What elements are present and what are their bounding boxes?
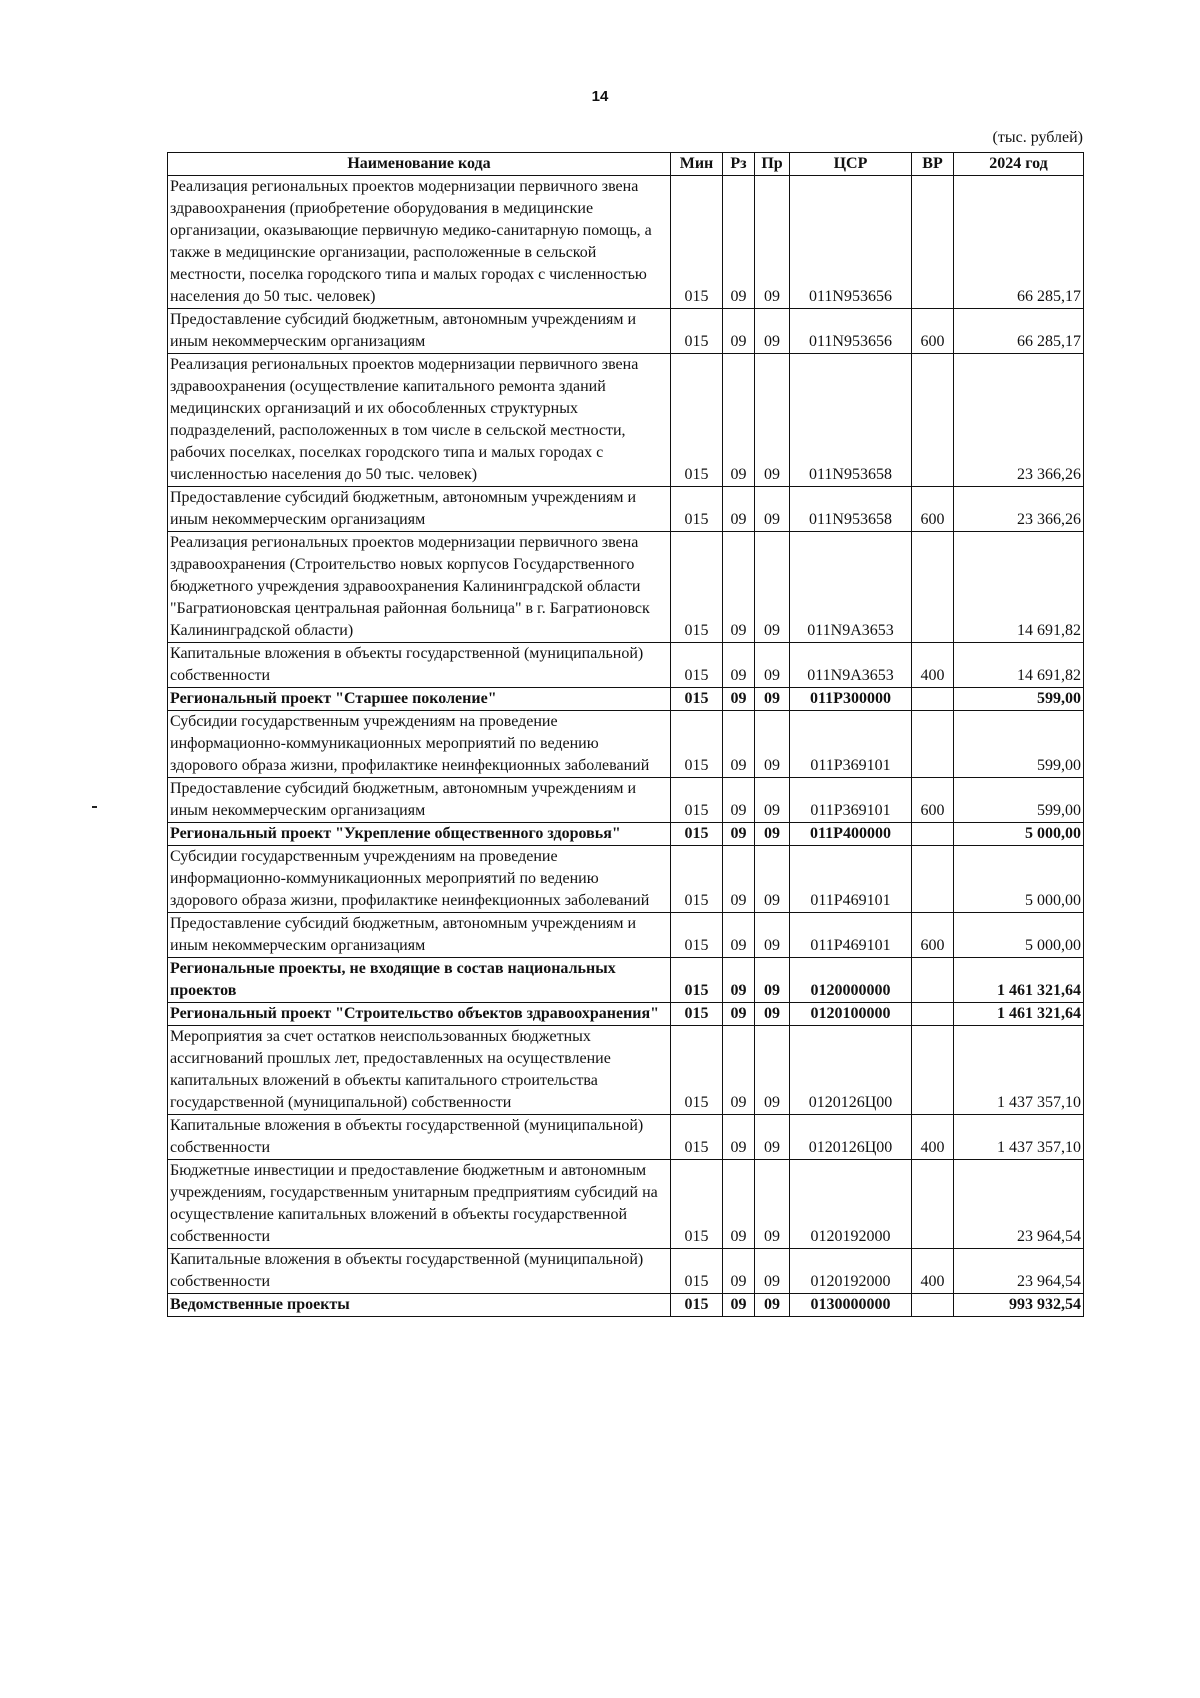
cell-pr: 09: [755, 711, 790, 778]
table-row: [168, 1160, 1084, 1249]
cell-pr: 09: [755, 1249, 790, 1294]
cell-name: Реализация региональных проектов модернизации первичного звена здравоохранения (Строительство новых корпусов Государственного бюджетного учреждения здравоохранения Калининградской области "Багратионовская центральная районная больница" в г. Багратионовск Калининградской области): [168, 532, 671, 643]
cell-min: 015: [671, 913, 723, 958]
cell-name: Реализация региональных проектов модернизации первичного звена здравоохранения (приобретение оборудования в медицинские организации, оказывающие первичную медико-санитарную помощь, а также в медицинские организации, расположенные в сельской местности, поселка городского типа и малых городах с численностью населения до 50 тыс. человек): [168, 176, 671, 309]
cell-rz: 09: [723, 846, 755, 913]
cell-name: Региональный проект "Строительство объектов здравоохранения": [168, 1003, 671, 1026]
cell-pr: 09: [755, 688, 790, 711]
cell-csr: 0130000000: [790, 1294, 912, 1317]
cell-vr: [912, 176, 954, 309]
cell-min: 015: [671, 309, 723, 354]
cell-pr: 09: [755, 958, 790, 1003]
cell-csr: 011N953658: [790, 487, 912, 532]
cell-vr: [912, 1294, 954, 1317]
cell-rz: 09: [723, 1003, 755, 1026]
header-csr: ЦСР: [790, 153, 912, 176]
cell-min: 015: [671, 176, 723, 309]
cell-min: 015: [671, 1160, 723, 1249]
cell-amount: 66 285,17: [954, 176, 1084, 309]
cell-vr: [912, 354, 954, 487]
cell-amount: 5 000,00: [954, 823, 1084, 846]
cell-pr: 09: [755, 1115, 790, 1160]
cell-vr: [912, 532, 954, 643]
cell-min: 015: [671, 532, 723, 643]
cell-name: Предоставление субсидий бюджетным, автономным учреждениям и иным некоммерческим организациям: [168, 778, 671, 823]
cell-rz: 09: [723, 354, 755, 487]
cell-pr: 09: [755, 1160, 790, 1249]
cell-amount: 23 964,54: [954, 1249, 1084, 1294]
cell-pr: 09: [755, 1003, 790, 1026]
cell-name: Предоставление субсидий бюджетным, автономным учреждениям и иным некоммерческим организациям: [168, 487, 671, 532]
cell-vr: [912, 1160, 954, 1249]
margin-mark: [92, 806, 97, 808]
cell-name: Региональный проект "Старшее поколение": [168, 688, 671, 711]
cell-name: Капитальные вложения в объекты государственной (муниципальной) собственности: [168, 1249, 671, 1294]
cell-rz: 09: [723, 487, 755, 532]
table-row: [168, 532, 1084, 643]
cell-rz: 09: [723, 1160, 755, 1249]
cell-csr: 011P300000: [790, 688, 912, 711]
cell-amount: 1 437 357,10: [954, 1115, 1084, 1160]
header-rz: Рз: [723, 153, 755, 176]
table-row: [168, 1026, 1084, 1115]
cell-rz: 09: [723, 643, 755, 688]
cell-csr: 0120000000: [790, 958, 912, 1003]
cell-pr: 09: [755, 823, 790, 846]
cell-pr: 09: [755, 846, 790, 913]
cell-csr: 011N9A3653: [790, 643, 912, 688]
table-row: [168, 1249, 1084, 1294]
cell-name: Предоставление субсидий бюджетным, автономным учреждениям и иным некоммерческим организациям: [168, 913, 671, 958]
cell-pr: 09: [755, 487, 790, 532]
cell-amount: 23 366,26: [954, 354, 1084, 487]
cell-rz: 09: [723, 711, 755, 778]
cell-min: 015: [671, 643, 723, 688]
table-row: [168, 846, 1084, 913]
cell-vr: [912, 688, 954, 711]
cell-vr: 600: [912, 778, 954, 823]
cell-rz: 09: [723, 778, 755, 823]
cell-pr: 09: [755, 532, 790, 643]
cell-csr: 011N9A3653: [790, 532, 912, 643]
cell-min: 015: [671, 711, 723, 778]
cell-amount: 1 461 321,64: [954, 1003, 1084, 1026]
cell-amount: 599,00: [954, 778, 1084, 823]
table-row: [168, 309, 1084, 354]
table-row: [168, 1115, 1084, 1160]
cell-csr: 011N953658: [790, 354, 912, 487]
table-row: [168, 643, 1084, 688]
budget-table: [167, 152, 1084, 1317]
cell-amount: 5 000,00: [954, 913, 1084, 958]
cell-pr: 09: [755, 1294, 790, 1317]
cell-rz: 09: [723, 1249, 755, 1294]
cell-csr: 011P469101: [790, 846, 912, 913]
cell-amount: 23 366,26: [954, 487, 1084, 532]
header-name: Наименование кода: [168, 153, 671, 176]
table-row: [168, 913, 1084, 958]
table-row: [168, 354, 1084, 487]
table-row: [168, 958, 1084, 1003]
cell-min: 015: [671, 1294, 723, 1317]
table-header-row: [168, 153, 1084, 176]
cell-rz: 09: [723, 176, 755, 309]
cell-min: 015: [671, 1003, 723, 1026]
cell-amount: 1 461 321,64: [954, 958, 1084, 1003]
cell-name: Бюджетные инвестиции и предоставление бюджетным и автономным учреждениям, государственным унитарным предприятиям субсидий на осуществление капитальных вложений в объекты государственной собственности: [168, 1160, 671, 1249]
header-min: Мин: [671, 153, 723, 176]
header-pr: Пр: [755, 153, 790, 176]
cell-rz: 09: [723, 958, 755, 1003]
cell-min: 015: [671, 778, 723, 823]
cell-vr: [912, 1003, 954, 1026]
table-row: [168, 487, 1084, 532]
cell-csr: 011P469101: [790, 913, 912, 958]
cell-rz: 09: [723, 1115, 755, 1160]
cell-vr: [912, 958, 954, 1003]
cell-vr: [912, 823, 954, 846]
cell-csr: 011N953656: [790, 309, 912, 354]
cell-rz: 09: [723, 309, 755, 354]
table-row: [168, 1294, 1084, 1317]
cell-rz: 09: [723, 913, 755, 958]
cell-csr: 0120192000: [790, 1249, 912, 1294]
cell-pr: 09: [755, 778, 790, 823]
cell-pr: 09: [755, 309, 790, 354]
cell-vr: 400: [912, 643, 954, 688]
cell-vr: 600: [912, 487, 954, 532]
cell-vr: [912, 711, 954, 778]
table-row: [168, 688, 1084, 711]
cell-rz: 09: [723, 688, 755, 711]
cell-pr: 09: [755, 176, 790, 309]
cell-amount: 1 437 357,10: [954, 1026, 1084, 1115]
cell-csr: 011P369101: [790, 778, 912, 823]
cell-csr: 0120192000: [790, 1160, 912, 1249]
cell-vr: [912, 1026, 954, 1115]
cell-vr: 400: [912, 1249, 954, 1294]
cell-csr: 0120100000: [790, 1003, 912, 1026]
cell-vr: 600: [912, 913, 954, 958]
table-row: [168, 778, 1084, 823]
cell-min: 015: [671, 487, 723, 532]
units-label: (тыс. рублей): [992, 129, 1083, 146]
cell-amount: 599,00: [954, 688, 1084, 711]
cell-name: Субсидии государственным учреждениям на проведение информационно-коммуникационных мероприятий по ведению здорового образа жизни, профилактике неинфекционных заболеваний: [168, 711, 671, 778]
cell-vr: 600: [912, 309, 954, 354]
cell-rz: 09: [723, 823, 755, 846]
cell-pr: 09: [755, 354, 790, 487]
cell-csr: 011P400000: [790, 823, 912, 846]
cell-vr: [912, 846, 954, 913]
cell-name: Региональный проект "Укрепление общественного здоровья": [168, 823, 671, 846]
cell-min: 015: [671, 958, 723, 1003]
cell-amount: 14 691,82: [954, 643, 1084, 688]
cell-vr: 400: [912, 1115, 954, 1160]
cell-csr: 0120126Ц00: [790, 1115, 912, 1160]
cell-name: Ведомственные проекты: [168, 1294, 671, 1317]
cell-min: 015: [671, 354, 723, 487]
cell-pr: 09: [755, 643, 790, 688]
cell-min: 015: [671, 1115, 723, 1160]
cell-min: 015: [671, 688, 723, 711]
cell-amount: 14 691,82: [954, 532, 1084, 643]
header-year: 2024 год: [954, 153, 1084, 176]
cell-min: 015: [671, 1026, 723, 1115]
cell-rz: 09: [723, 1294, 755, 1317]
cell-csr: 0120126Ц00: [790, 1026, 912, 1115]
cell-amount: 599,00: [954, 711, 1084, 778]
cell-min: 015: [671, 1249, 723, 1294]
cell-min: 015: [671, 823, 723, 846]
table-row: [168, 1003, 1084, 1026]
cell-amount: 23 964,54: [954, 1160, 1084, 1249]
cell-name: Капитальные вложения в объекты государственной (муниципальной) собственности: [168, 643, 671, 688]
cell-pr: 09: [755, 913, 790, 958]
cell-name: Субсидии государственным учреждениям на проведение информационно-коммуникационных мероприятий по ведению здорового образа жизни, профилактике неинфекционных заболеваний: [168, 846, 671, 913]
cell-name: Предоставление субсидий бюджетным, автономным учреждениям и иным некоммерческим организациям: [168, 309, 671, 354]
table-row: [168, 823, 1084, 846]
cell-amount: 993 932,54: [954, 1294, 1084, 1317]
cell-name: Капитальные вложения в объекты государственной (муниципальной) собственности: [168, 1115, 671, 1160]
cell-pr: 09: [755, 1026, 790, 1115]
cell-name: Региональные проекты, не входящие в состав национальных проектов: [168, 958, 671, 1003]
cell-amount: 66 285,17: [954, 309, 1084, 354]
cell-csr: 011P369101: [790, 711, 912, 778]
cell-name: Мероприятия за счет остатков неиспользованных бюджетных ассигнований прошлых лет, предоставленных на осуществление капитальных вложений в объекты капитального строительства государственной (муниципальной) собственности: [168, 1026, 671, 1115]
page-number: 14: [591, 88, 609, 105]
cell-name: Реализация региональных проектов модернизации первичного звена здравоохранения (осуществление капитального ремонта зданий медицинских организаций и их обособленных структурных подразделений, расположенных в том числе в сельской местности, рабочих поселках, поселках городского типа и малых городах с численностью населения до 50 тыс. человек): [168, 354, 671, 487]
table-row: [168, 176, 1084, 309]
cell-csr: 011N953656: [790, 176, 912, 309]
cell-amount: 5 000,00: [954, 846, 1084, 913]
cell-rz: 09: [723, 1026, 755, 1115]
cell-rz: 09: [723, 532, 755, 643]
header-vr: ВР: [912, 153, 954, 176]
cell-min: 015: [671, 846, 723, 913]
table-body: [168, 176, 1084, 1317]
table-row: [168, 711, 1084, 778]
